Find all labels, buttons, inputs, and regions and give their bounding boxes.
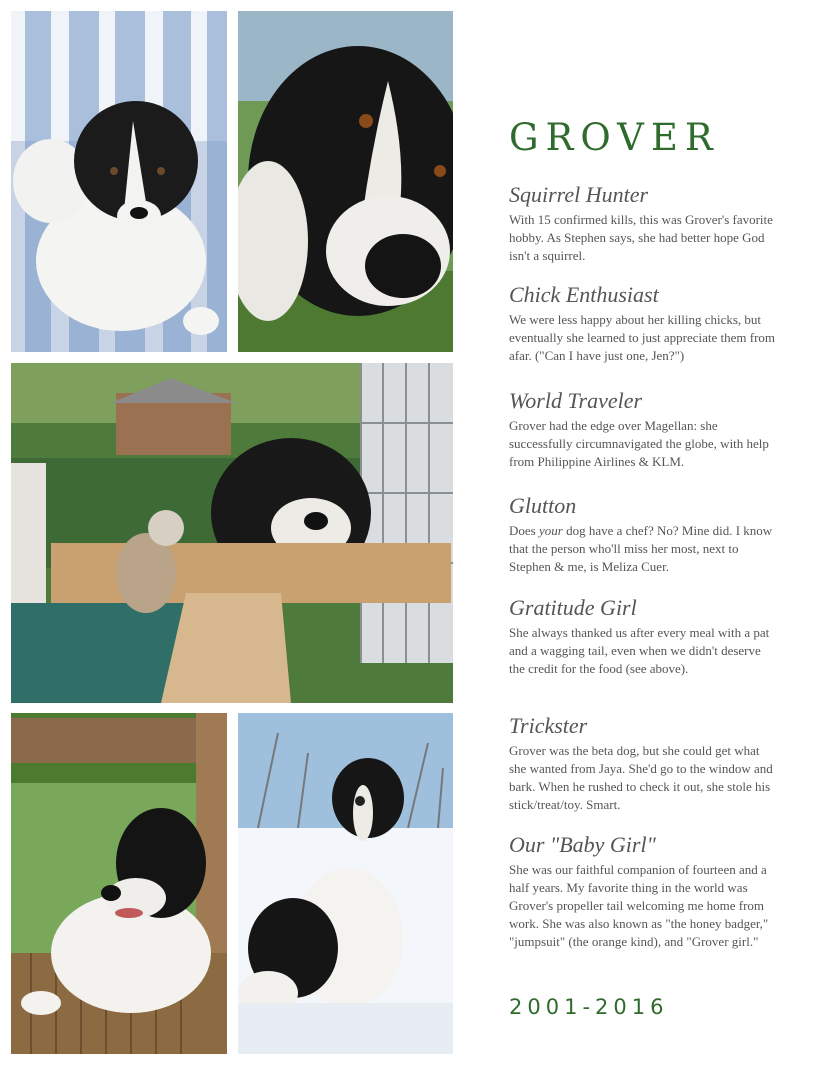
section-trickster xyxy=(509,714,779,814)
section-world-traveler xyxy=(509,389,779,471)
photo-dog-in-snow xyxy=(238,713,453,1054)
section-heading: Squirrel Hunter xyxy=(509,182,649,207)
section-baby-girl xyxy=(509,833,779,951)
section-heading: World Traveler xyxy=(509,388,643,413)
section-body xyxy=(509,522,779,576)
section-heading: Chick Enthusiast xyxy=(509,282,659,307)
section-glutton xyxy=(509,494,779,576)
years-span: 2001-2016 xyxy=(509,995,669,1019)
section-heading: Glutton xyxy=(509,493,577,518)
section-gratitude-girl xyxy=(509,596,779,678)
section-heading: Our "Baby Girl" xyxy=(509,832,656,857)
section-body: With 15 confirmed kills, this was Grover's favorite hobby. As Stephen says, she had better hope God isn't a squirrel. xyxy=(509,212,773,263)
body-text: Does xyxy=(509,523,539,538)
section-chick-enthusiast xyxy=(509,283,779,365)
page-title: GROVER xyxy=(509,116,720,159)
body-text: dog have a chef? No? Mine did. I know that the person who'll miss her most, next to Stephen & me, is Meliza Cuer. xyxy=(509,523,773,574)
photo-dog-with-chick xyxy=(11,363,453,703)
section-heading: Gratitude Girl xyxy=(509,595,637,620)
body-emphasis: your xyxy=(538,523,563,538)
photo-face-closeup xyxy=(238,11,453,352)
photo-puppy-on-cushion xyxy=(11,11,227,352)
section-body: She was our faithful companion of fourteen and a half years. My favorite thing in the world was Grover's propeller tail welcoming me home from work. She was also known as "the honey badger," "jumpsuit" (the orange kind), and "Grover girl." xyxy=(509,862,769,949)
section-body: She always thanked us after every meal with a pat and a wagging tail, even when we didn't deserve the credit for the food (see above). xyxy=(509,625,770,676)
section-body: Grover was the beta dog, but she could get what she wanted from Jaya. She'd go to the window and bark. When he rushed to check it out, she stole his stick/treat/toy. Smart. xyxy=(509,743,773,812)
photo-dog-on-bench xyxy=(11,713,227,1054)
section-heading: Trickster xyxy=(509,713,588,738)
section-squirrel-hunter xyxy=(509,183,779,265)
section-body: Grover had the edge over Magellan: she successfully circumnavigated the globe, with help from Philippine Airlines & KLM. xyxy=(509,418,769,469)
section-body: We were less happy about her killing chicks, but eventually she learned to just appreciate them from afar. ("Can I have just one, Jen?") xyxy=(509,312,776,363)
